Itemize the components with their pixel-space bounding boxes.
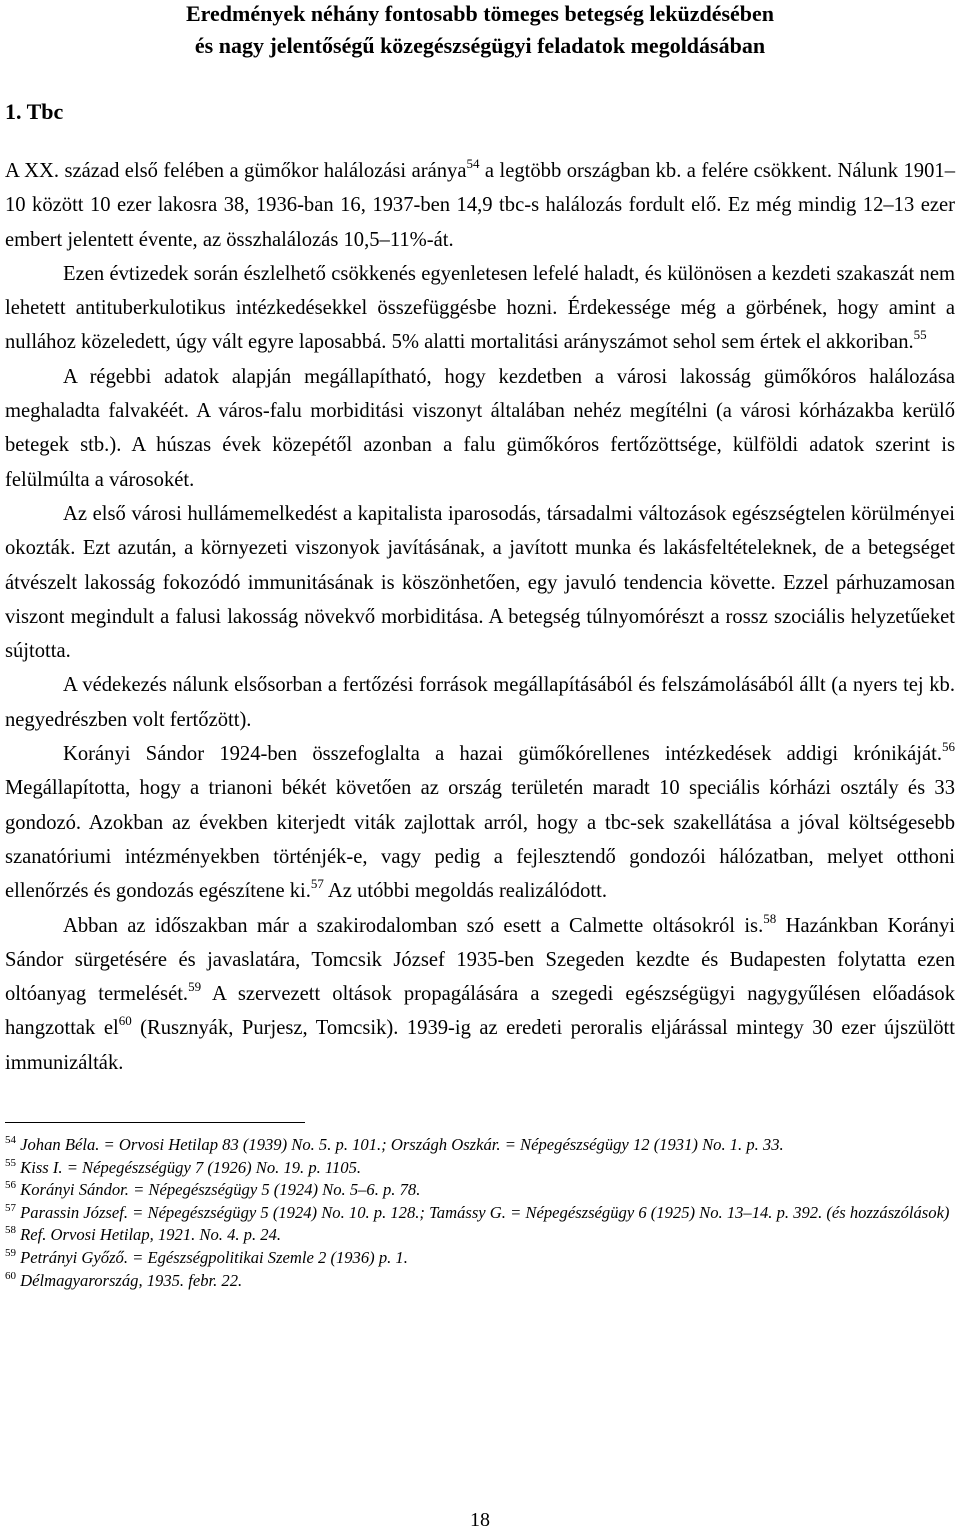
- footnote-ref: 59: [188, 979, 202, 995]
- chapter-title-line-2: és nagy jelentőségű közegészségügyi feladatok megoldásában: [194, 33, 766, 58]
- paragraph: [5, 668, 955, 737]
- chapter-title-line-1: Eredmények néhány fontosabb tömeges betegség leküzdésében: [185, 1, 775, 26]
- paragraph: [5, 497, 955, 668]
- paragraph: [5, 909, 955, 1080]
- paragraph-text: Ezen évtizedek során észlelhető csökkenés egyenletesen lefelé haladt, és különösen a kezdeti szakaszát nem lehetett antituberkulotikus intézkedésekkel összefüggésbe hozni. Érdekessége még a görbének, hogy amint a nullához közeledett, úgy vált egyre laposabbá. 5% alatti mortalitási arányszámot sehol sem értek el akkoriban.: [5, 262, 955, 354]
- paragraph-text: A szervezett oltások propagálására a szegedi egészségügyi nagygyűlésen előadások hangzottak el: [5, 983, 955, 1040]
- paragraph-text: Megállapította, hogy a trianoni békét követően az ország területén maradt 10 speciális kórházi osztály és 33 gondozó. Azokban az években kiterjedt viták zajlottak arról, hogy a tbc-sek szakellátása a jóval költségesebb szanatóriumi intézményekben történjék-e, vagy pedig a fejlesztendő gondozói hálózatban, melyet otthoni ellenőrzés és gondozás egészítene ki.: [5, 777, 955, 903]
- footnote-ref: 56: [942, 739, 955, 755]
- footnote: [5, 1224, 955, 1247]
- footnote-number: 60: [5, 1269, 16, 1282]
- footnote-ref: 55: [913, 327, 927, 343]
- footnote-ref: 58: [763, 910, 777, 926]
- paragraph-text: Az utóbbi megoldás realizálódott.: [323, 880, 608, 903]
- footnote: [5, 1134, 955, 1157]
- paragraph-text: A XX. század első felében a gümőkor halálozási aránya: [5, 160, 467, 182]
- page-number: 18: [470, 1509, 490, 1531]
- footnote: [5, 1157, 955, 1180]
- footnote-number: 59: [5, 1246, 16, 1259]
- paragraph: [5, 737, 955, 908]
- footnote: [5, 1270, 955, 1293]
- footnote-number: 55: [5, 1156, 16, 1169]
- document-page: [5, 0, 955, 1292]
- footnote-number: 57: [5, 1201, 16, 1214]
- footnote-number: 56: [5, 1179, 16, 1192]
- footnote-text: Kiss I. = Népegészségügy 7 (1926) No. 19. p. 1105.: [16, 1157, 362, 1177]
- paragraph-text: Hazánkban Korányi Sándor sürgetésére és javaslatára, Tomcsik József 1935-ben Szegeden kezdte és Budapesten folytatta ezen oltóanyag termelését.: [5, 914, 956, 1006]
- footnote-text: Délmagyarország, 1935. febr. 22.: [16, 1270, 243, 1290]
- paragraph-text: Korányi Sándor 1924-ben összefoglalta a hazai gümőkórellenes intézkedések addigi krónikáját.: [63, 743, 942, 766]
- footnote-number: 58: [5, 1224, 16, 1237]
- paragraph-text: Az első városi hullámemelkedést a kapitalista iparosodás, társadalmi változások egészségtelen körülményei okozták. Ezt azután, a környezeti viszonyok javításának, a javított munka és lakásfeltételeknek, de a betegséget átvészelt lakosság fokozódó immunitásának is köszönhetően, egy javuló tendencia követte. Ezzel párhuzamosan viszont megindult a falusi lakosság növekvő morbiditása. A betegség túlnyomórészt a rossz szociális helyzetűeket sújtotta.: [5, 502, 955, 663]
- footnote-text: Petrányi Győző. = Egészségpolitikai Szemle 2 (1936) p. 1.: [16, 1247, 408, 1267]
- footnote: [5, 1202, 955, 1225]
- chapter-title: [5, 0, 955, 62]
- body-text: [5, 154, 955, 1080]
- paragraph-text: A régebbi adatok alapján megállapítható, hogy kezdetben a városi lakosság gümőkóros halálozása meghaladta falvakéét. A város-falu morbiditási viszonyt általában nehéz megítélni (a városi kórházakba kerülő betegek stb.). A húszas évek közepétől azonban a falu gümőkóros fertőzöttsége, külföldi adatok szerint is felülmúlta a városokét.: [5, 365, 955, 491]
- paragraph-text: A védekezés nálunk elsősorban a fertőzési források megállapításából és felszámolásából állt (a nyers tej kb. negyedrészben volt fertőzött).: [5, 674, 955, 731]
- footnote-ref: 54: [466, 156, 480, 171]
- footnote-text: Johan Béla. = Orvosi Hetilap 83 (1939) No. 5. p. 101.; Országh Oszkár. = Népegészségügy 12 (1931) No. 1. p. 33.: [16, 1135, 784, 1155]
- footnote-text: Korányi Sándor. = Népegészségügy 5 (1924) No. 5–6. p. 78.: [16, 1180, 421, 1200]
- paragraph: [5, 360, 955, 497]
- footnote-number: 54: [5, 1134, 16, 1147]
- paragraph: [5, 154, 955, 257]
- paragraph-text: a legtöbb országban kb. a felére csökkent. Nálunk 1901–10 között 10 ezer lakosra 38, 1936-ban 16, 1937-ben 14,9 tbc-s halálozás fordult elő. Ez még mindig 12–13 ezer embert jelentett évente, az összhalálozás 10,5–11%-át.: [5, 160, 955, 251]
- footnote-ref: 60: [118, 1013, 132, 1029]
- footnotes: [5, 1134, 955, 1292]
- footnote: [5, 1247, 955, 1270]
- footnote-separator: [5, 1122, 305, 1123]
- section-heading: 1. Tbc: [5, 99, 64, 124]
- footnote-text: Parassin József. = Népegészségügy 5 (1924) No. 10. p. 128.; Tamássy G. = Népegészségügy 6 (1925) No. 13–14. p. 392. (és hozzászólások): [16, 1202, 950, 1222]
- footnote-ref: 57: [310, 876, 324, 892]
- paragraph: [5, 257, 955, 360]
- footnote: [5, 1179, 955, 1202]
- footnote-text: Ref. Orvosi Hetilap, 1921. No. 4. p. 24.: [16, 1225, 282, 1245]
- paragraph-text: (Rusznyák, Purjesz, Tomcsik). 1939-ig az eredeti peroralis eljárással mintegy 30 ezer újszülött immunizálták.: [5, 1017, 955, 1074]
- paragraph-text: Abban az időszakban már a szakirodalomban szó esett a Calmette oltásokról is.: [63, 914, 764, 937]
